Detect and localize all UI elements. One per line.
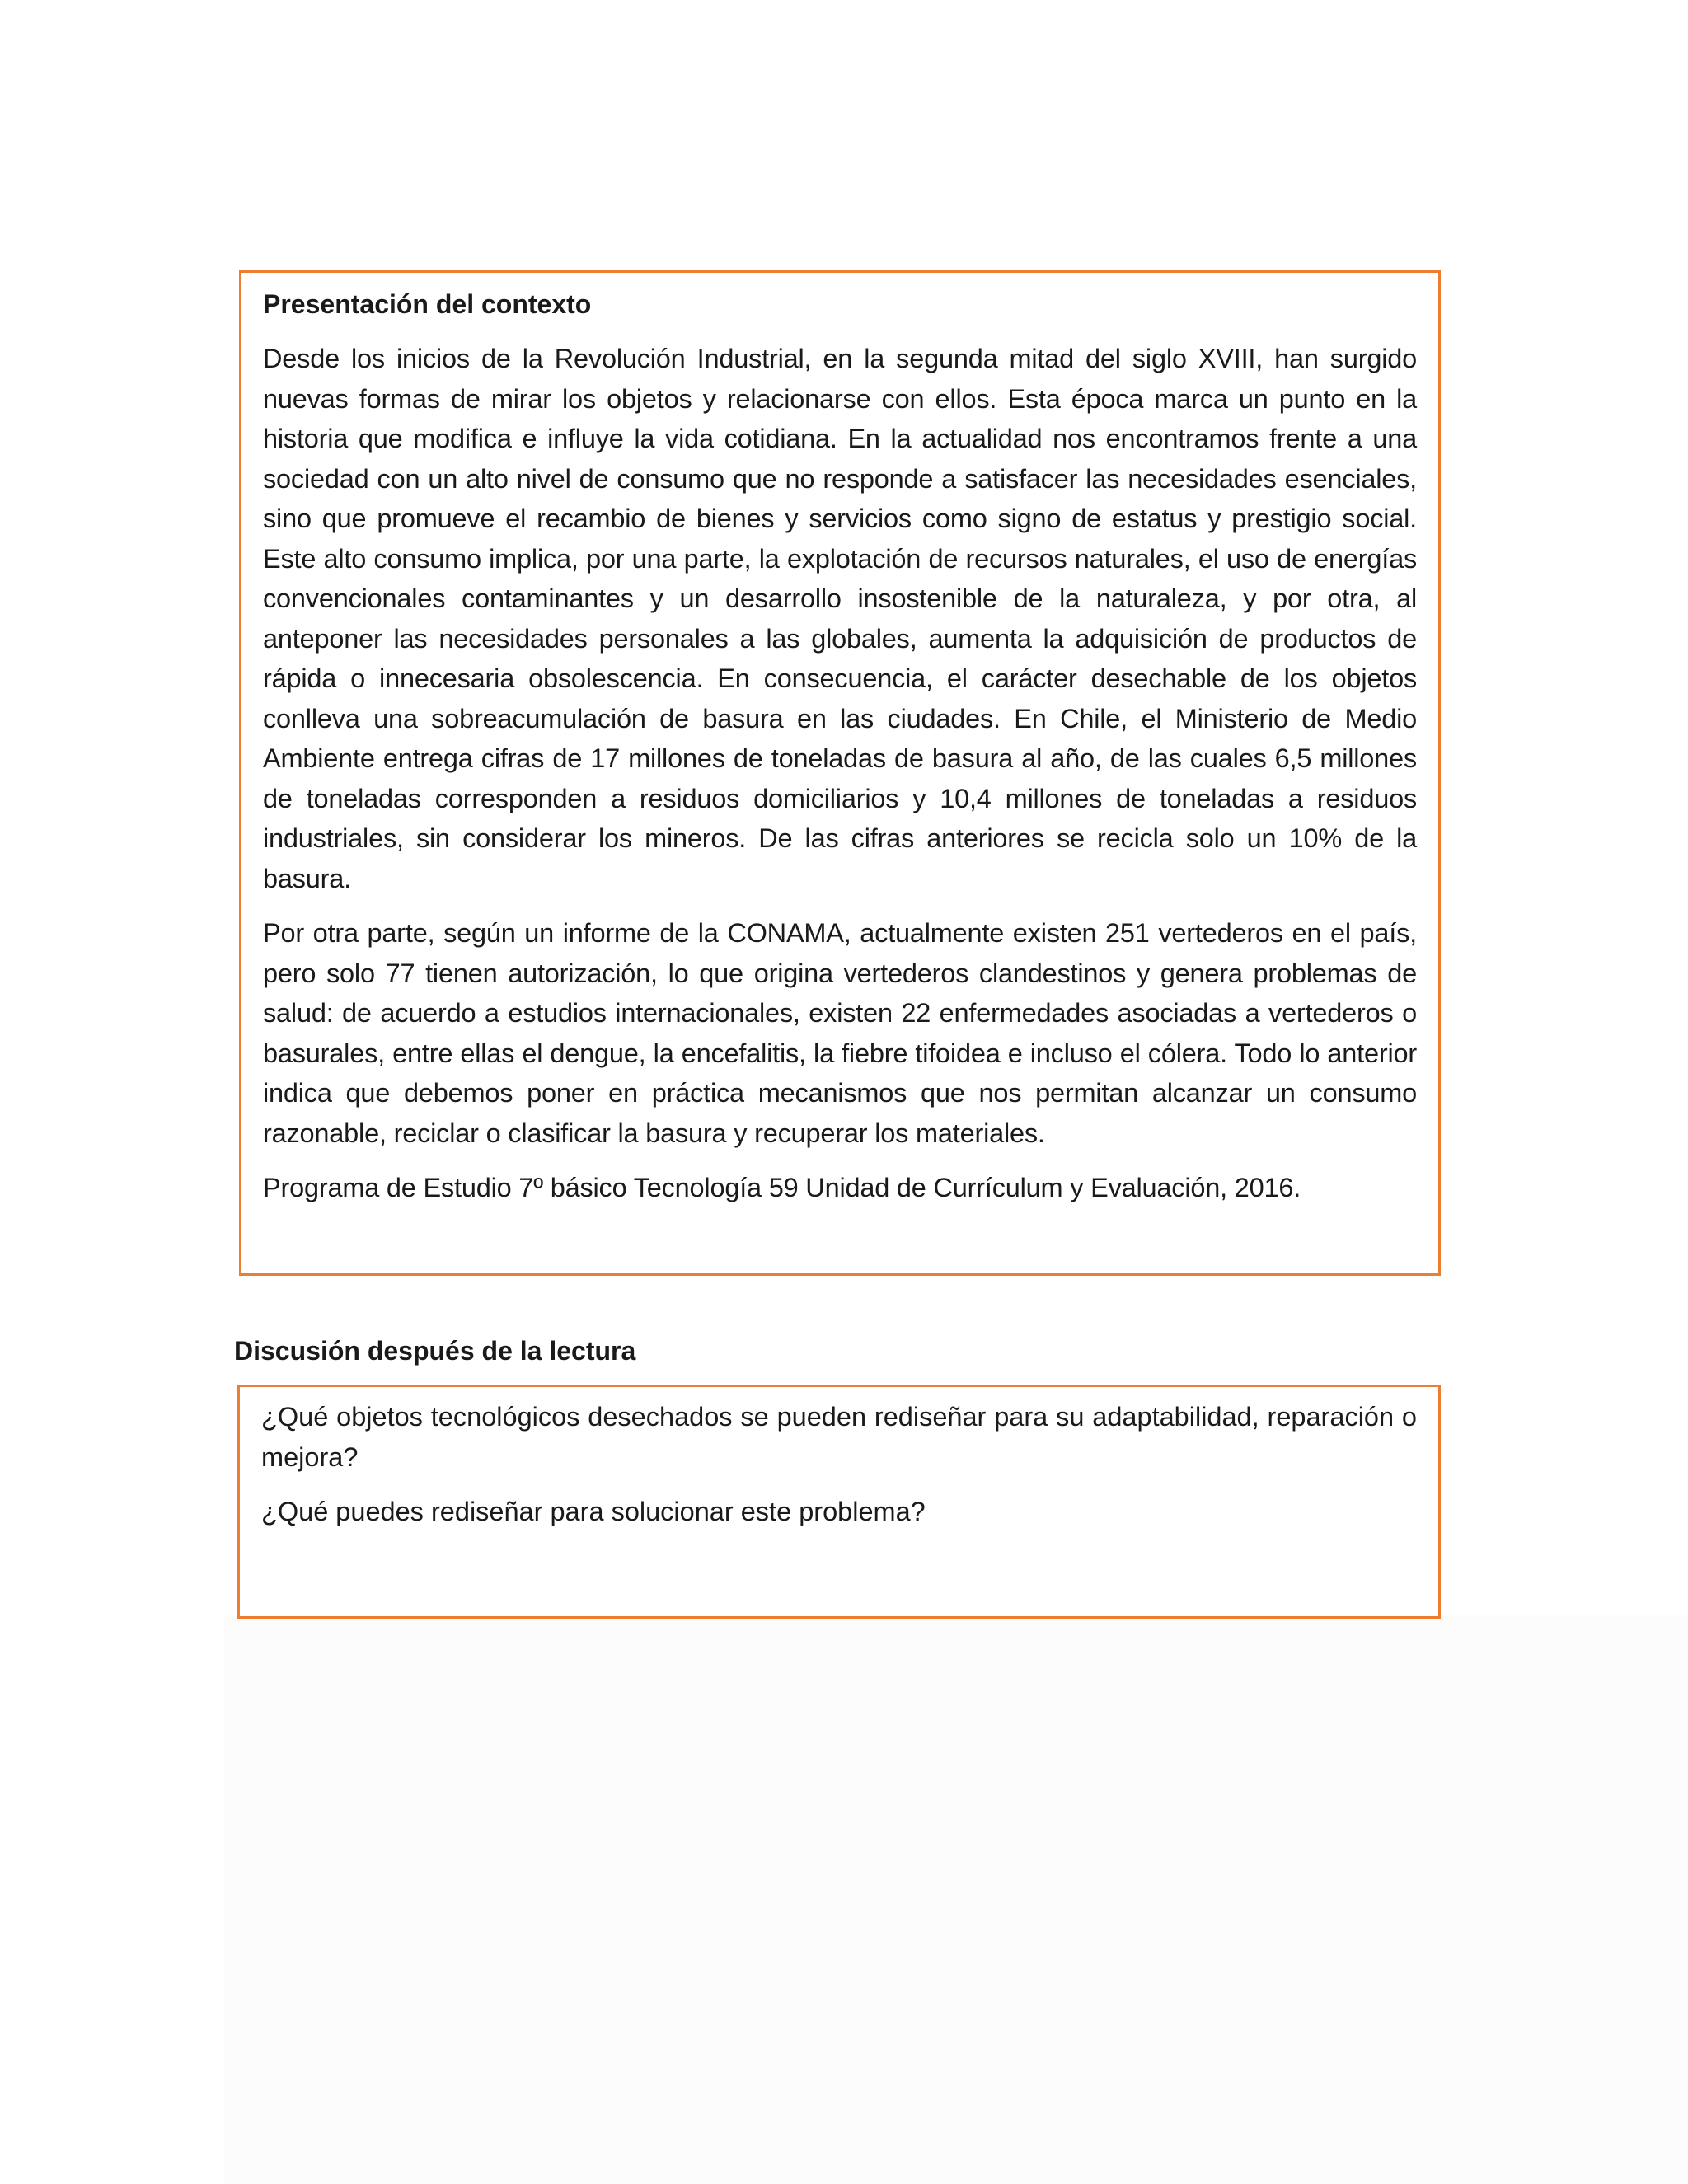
discussion-heading: Discusión después de la lectura — [234, 1335, 636, 1366]
context-box — [239, 270, 1441, 1276]
context-source-citation: Programa de Estudio 7º básico Tecnología 59 Unidad de Currículum y Evaluación, 2016. — [263, 1173, 1301, 1202]
discussion-question-2: ¿Qué puedes rediseñar para solucionar este problema? — [261, 1497, 926, 1526]
page-background-tint — [224, 1615, 1688, 2184]
context-paragraph-2: Por otra parte, según un informe de la CONAMA, actualmente existen 251 vertederos en el país, pero solo 77 tienen autorización, lo que origina vertederos clandestinos y genera problemas de salud: de acuerdo a estudios internacionales, existen 22 enfermedades asociadas a vertederos o basurales, entre ellas el dengue, la encefalitis, la fiebre tifoidea e incluso el cólera. Todo lo anterior indica que debemos poner en práctica mecanismos que nos permitan alcanzar un consumo razonable, reciclar o clasificar la basura y recuperar los materiales. — [263, 918, 1417, 1148]
discussion-box — [237, 1385, 1441, 1619]
context-title: Presentación del contexto — [263, 289, 592, 319]
context-paragraph-1: Desde los inicios de la Revolución Industrial, en la segunda mitad del siglo XVIII, han surgido nuevas formas de mirar los objetos y relacionarse con ellos. Esta época marca un punto en la historia que modifica e influye la vida cotidiana. En la actualidad nos encontramos frente a una sociedad con un alto nivel de consumo que no responde a satisfacer las necesidades esenciales, sino que promueve el recambio de bienes y servicios como signo de estatus y prestigio social. Este alto consumo implica, por una parte, la explotación de recursos naturales, el uso de energías convencionales contaminantes y un desarrollo insostenible de la naturaleza, y por otra, al anteponer las necesidades personales a las globales, aumenta la adquisición de productos de rápida o innecesaria obsolescencia. En consecuencia, el carácter desechable de los objetos conlleva una sobreacumulación de basura en las ciudades. En Chile, el Ministerio de Medio Ambiente entrega cifras de 17 millones de toneladas de basura al año, de las cuales 6,5 millones de toneladas corresponden a residuos domiciliarios y 10,4 millones de toneladas a residuos industriales, sin considerar los mineros. De las cifras anteriores se recicla solo un 10% de la basura. — [263, 344, 1417, 893]
discussion-question-1: ¿Qué objetos tecnológicos desechados se pueden rediseñar para su adaptabilidad, reparación o mejora? — [261, 1402, 1417, 1472]
